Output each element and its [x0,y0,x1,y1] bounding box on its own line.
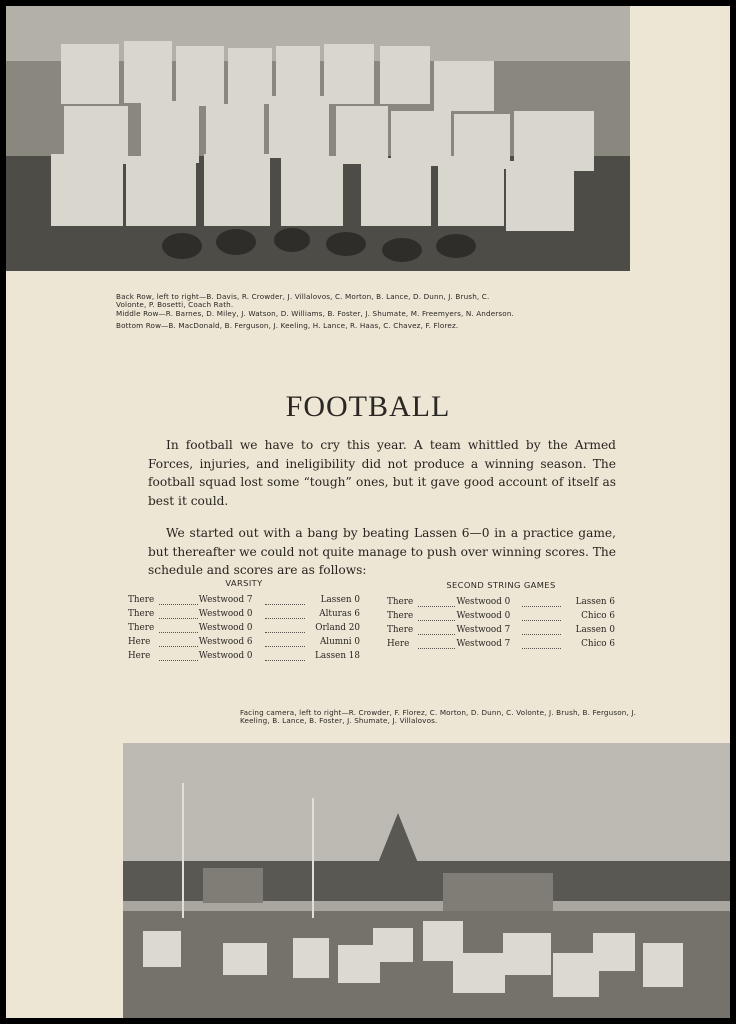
leader-dots [418,620,456,621]
game-location: There [387,611,414,621]
paragraph-1: In football we have to cry this year. A team whittled by the Armed Forces, injuries, and ineligibility did not produce a winning season. The football squad lost some “tough” ones, but it gave good account of itself as best it could. [148,438,616,508]
caption-back-row: Back Row, left to right—B. Davis, R. Crowder, J. Villalovos, C. Morton, B. Lance, D. Dunn, J. Brush, C. Volonte, P. Bosetti, Coach Rath. [116,292,490,310]
home-score: Westwood 0 [198,609,253,619]
schedule-row [128,595,360,609]
leader-dots [522,620,562,621]
game-location: There [128,609,155,619]
home-score: Westwood 6 [198,637,253,647]
home-score: Westwood 0 [456,597,511,607]
field-photo-caption: Facing camera, left to right—R. Crowder, F. Florez, C. Morton, D. Dunn, C. Volonte, J. Brush, B. Ferguson, J. Keeling, B. Lance, B. Foster, J. Shumate, J. Villalovos. [240,708,637,726]
leader-dots [159,618,197,619]
field-photo-icon [123,743,730,1018]
second-string-heading: SECOND STRING GAMES [446,580,556,590]
leader-dots [159,646,197,647]
leader-dots [159,604,197,605]
schedule-row [128,623,360,637]
home-score: Westwood 7 [456,639,511,649]
game-location: There [387,625,414,635]
schedule-row [387,625,615,639]
yearbook-page [6,6,730,1018]
second-string-schedule [387,580,615,653]
leader-dots [265,646,306,647]
game-location: There [387,597,414,607]
schedule-row [128,651,360,665]
schedule-row [387,611,615,625]
leader-dots [265,604,306,605]
opponent-score: Alturas 6 [319,609,360,619]
home-score: Westwood 7 [456,625,511,635]
leader-dots [522,634,562,635]
leader-dots [265,618,306,619]
game-location: There [128,623,155,633]
leader-dots [265,632,306,633]
field-photo [123,743,730,1018]
body-text [148,436,616,580]
opponent-score: Orland 20 [315,623,360,633]
opponent-score: Chico 6 [581,611,615,621]
team-photo [6,6,630,271]
leader-dots [522,606,562,607]
home-score: Westwood 0 [198,651,253,661]
leader-dots [418,648,456,649]
opponent-score: Lassen 0 [320,595,360,605]
schedule-row [128,637,360,651]
leader-dots [159,660,197,661]
schedule-row [128,609,360,623]
leader-dots [522,648,562,649]
opponent-score: Lassen 0 [575,625,615,635]
caption-bottom-row: Bottom Row—B. MacDonald, B. Ferguson, J. Keeling, H. Lance, R. Haas, C. Chavez, F. Florez. [116,321,459,331]
game-location: Here [128,651,151,661]
home-score: Westwood 0 [456,611,511,621]
leader-dots [159,632,197,633]
opponent-score: Alumni 0 [319,637,360,647]
opponent-score: Lassen 18 [315,651,360,661]
game-location: Here [387,639,410,649]
leader-dots [265,660,306,661]
game-location: Here [128,637,151,647]
opponent-score: Chico 6 [581,639,615,649]
varsity-schedule [128,578,360,665]
paragraph-2: We started out with a bang by beating Lassen 6—0 in a practice game, but thereafter we could not quite manage to push over winning scores. The schedule and scores are as follows: [148,526,616,577]
schedule-row [387,597,615,611]
team-photo-caption [116,293,520,331]
caption-middle-row: Middle Row—R. Barnes, D. Miley, J. Watson, D. Williams, B. Foster, J. Shumate, M. Freemyers, N. Anderson. [116,308,514,318]
varsity-heading: VARSITY [225,578,263,588]
home-score: Westwood 7 [198,595,253,605]
leader-dots [418,606,456,607]
leader-dots [418,634,456,635]
team-photo-icon [6,6,630,271]
page-title: FOOTBALL [285,390,451,423]
schedule-row [387,639,615,653]
home-score: Westwood 0 [198,623,253,633]
opponent-score: Lassen 6 [575,597,615,607]
game-location: There [128,595,155,605]
